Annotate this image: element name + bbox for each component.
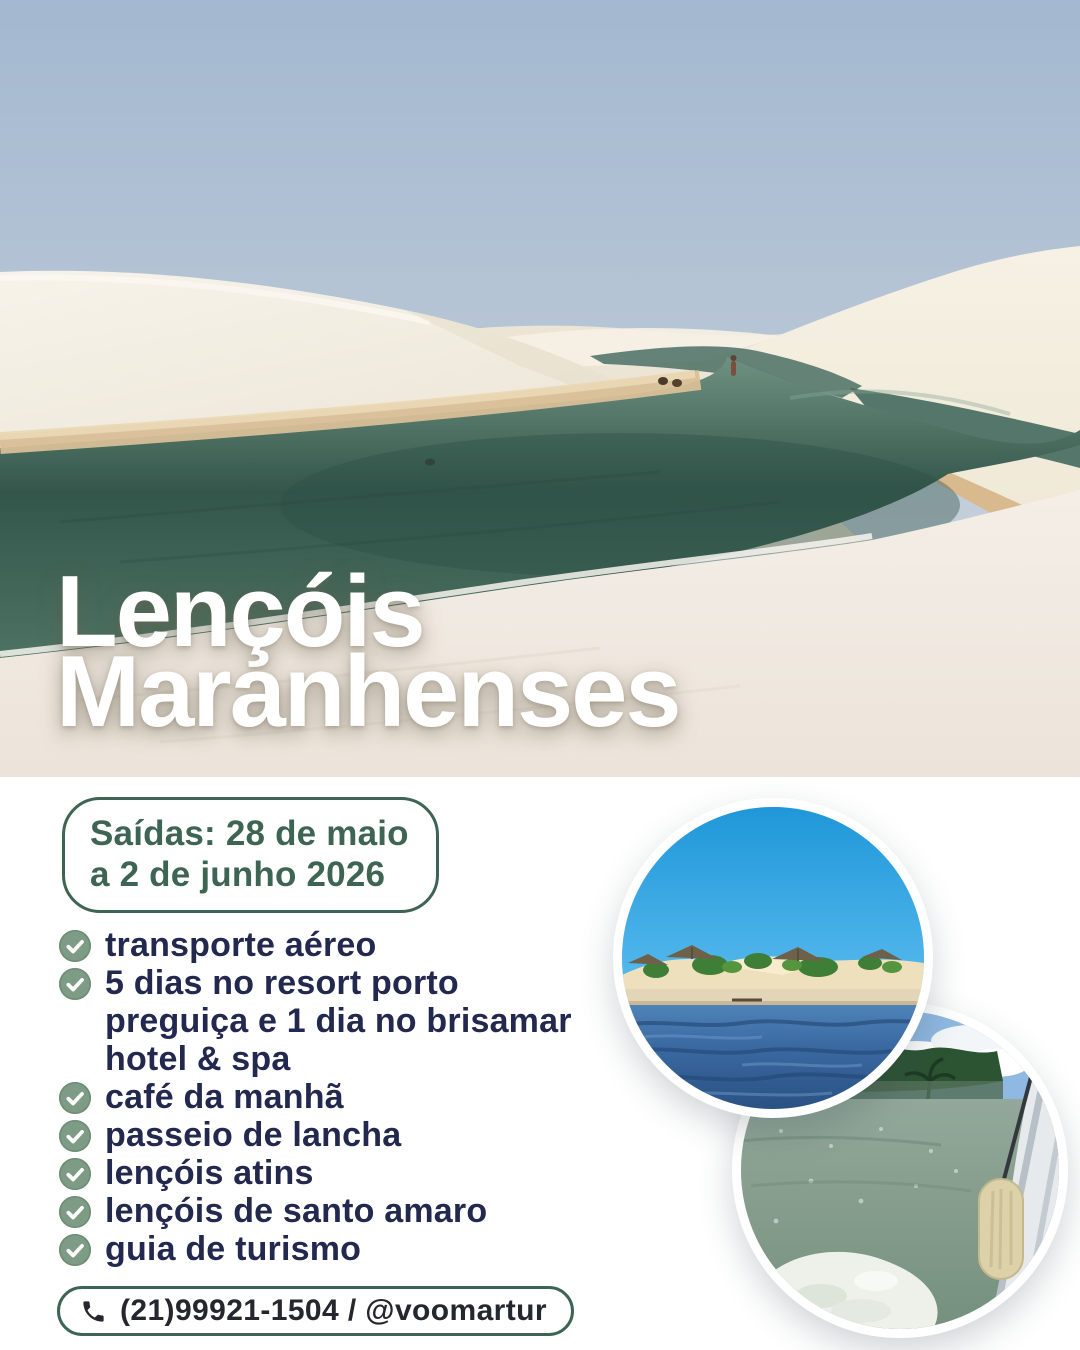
departure-badge: [62, 797, 439, 913]
title-line-2: Maranhenses: [56, 636, 680, 748]
list-item: [58, 1192, 618, 1230]
phone-icon: [80, 1298, 107, 1325]
check-circle-icon: [58, 929, 92, 963]
list-item: [58, 1154, 618, 1192]
page-title: [56, 556, 680, 748]
list-item: [58, 1078, 618, 1116]
badge-line-2: a 2 de junho 2026: [90, 855, 386, 894]
contact-text: (21)99921-1504 / @voomartur: [120, 1294, 547, 1327]
list-item-label: lençóis de santo amaro: [105, 1192, 488, 1230]
check-circle-icon: [58, 1233, 92, 1267]
check-circle-icon: [58, 1081, 92, 1115]
list-item: [58, 926, 618, 964]
list-item: [58, 1116, 618, 1154]
check-circle-icon: [58, 967, 92, 1001]
photo-circle-beach-huts: [613, 798, 933, 1118]
list-item-line: 5 dias no resort porto: [105, 964, 459, 1002]
check-circle-icon: [58, 1119, 92, 1153]
title-line-1: Lençóis: [56, 556, 424, 668]
list-item-label: guia de turismo: [105, 1230, 362, 1268]
list-item-line: preguiça e 1 dia no brisamar: [105, 1002, 572, 1040]
beach-huts-photo: [622, 807, 924, 1109]
badge-line-1: Saídas: 28 de maio: [90, 814, 409, 853]
list-item-label: [105, 964, 572, 1078]
list-item-line: hotel & spa: [105, 1040, 291, 1078]
list-item: [58, 1230, 618, 1268]
list-item-label: transporte aéreo: [105, 926, 377, 964]
list-item-label: lençóis atins: [105, 1154, 314, 1192]
list-item-label: passeio de lancha: [105, 1116, 402, 1154]
list-item: [58, 964, 618, 1078]
package-checklist: [58, 926, 618, 1268]
check-circle-icon: [58, 1157, 92, 1191]
contact-pill: [57, 1286, 574, 1336]
check-circle-icon: [58, 1195, 92, 1229]
list-item-label: café da manhã: [105, 1078, 344, 1116]
